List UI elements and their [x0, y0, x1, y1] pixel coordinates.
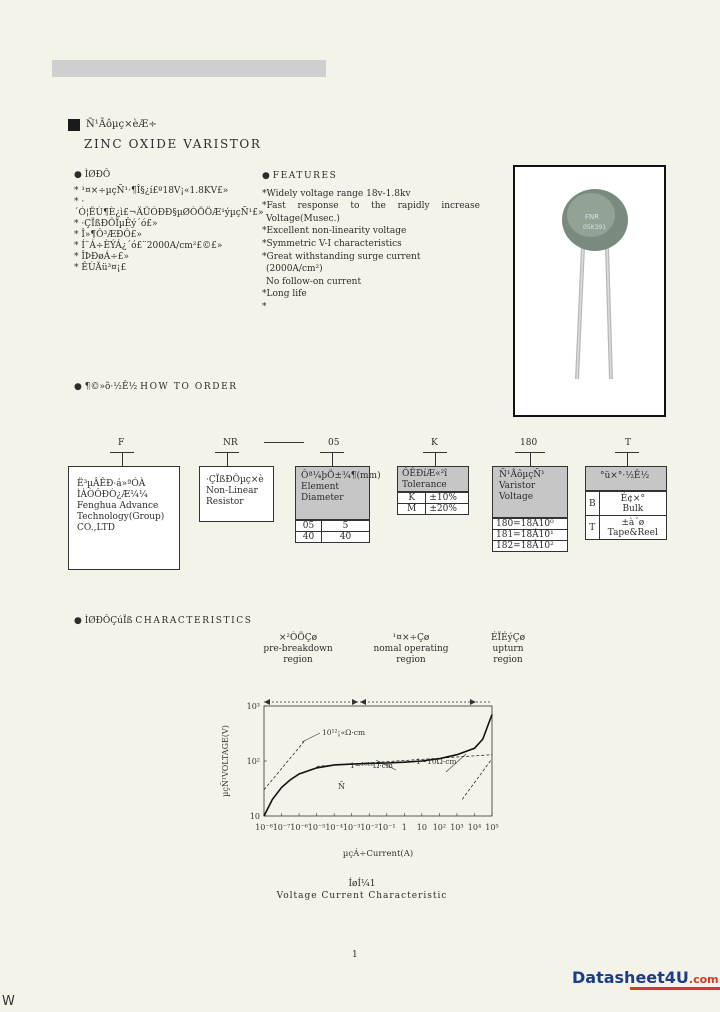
region-label: ×²ÒÖÇø pre-breakdown region	[263, 633, 333, 665]
features-en-line: No follow-on current	[266, 276, 362, 287]
features-cn-item: * Í¨Á÷ÈÝÁ¿´ó£¨2000A/cm²£©£»	[74, 241, 223, 251]
features-cn-item: * ÊÙÃü³¤¡£	[74, 263, 127, 273]
type-line: Resistor	[206, 497, 244, 507]
voltage-header	[492, 466, 568, 518]
features-en-line: Voltage(Musec.)	[266, 213, 340, 224]
company-line: Technology(Group)	[77, 512, 165, 522]
packaging-code: T	[586, 516, 600, 540]
curve-annotation: 1~10Ω·cm	[416, 757, 457, 766]
diameter-cn: Ôª¼þÖ±¾¶(mm)	[301, 471, 381, 481]
region-arrow-head	[360, 699, 366, 705]
features-cn-heading: ● ÌØÐÔ	[74, 170, 111, 180]
packaging-option: ±à´ø Tape&Reel	[599, 516, 666, 540]
title-square-icon	[68, 119, 80, 131]
x-tick-label: 1	[401, 823, 407, 832]
packaging-header	[585, 466, 667, 491]
x-tick-label: 10⁻⁴	[325, 823, 343, 832]
region-arrow-head	[352, 699, 358, 705]
code-connector	[627, 452, 628, 466]
tolerance-en: Tolerance	[402, 480, 447, 490]
curve-annotation: 1~¹⁰¹²Ω·cm	[350, 761, 393, 770]
annotation-leader	[302, 733, 320, 742]
watermark-underline	[630, 987, 720, 990]
packaging-box	[585, 466, 667, 540]
title-en: ZINC OXIDE VARISTOR	[84, 137, 262, 151]
packaging-code: B	[586, 492, 600, 516]
code-connector	[122, 452, 123, 466]
voltage-line: Voltage	[499, 492, 534, 502]
voltage-line: Varistor	[499, 481, 536, 491]
code-connector	[435, 452, 436, 466]
diameter-line: Element	[301, 482, 340, 492]
x-tick-label: 10⁻⁷	[272, 823, 291, 832]
figure-caption-en: Voltage Current Characteristic	[276, 891, 448, 901]
packaging-option: É¢×° Bulk	[599, 492, 666, 516]
features-en-line: *Long life	[262, 289, 307, 300]
tolerance-table: K ±10% M ±20%	[397, 492, 469, 515]
code-t: T	[625, 438, 632, 448]
region-label: ÉÏÉýÇø upturn region	[490, 633, 526, 665]
tolerance-box	[397, 466, 469, 515]
features-cn-item: * ¹¤×÷µçÑ¹·¶Î§¿í£º18V¡«1.8KV£»	[74, 186, 229, 196]
code-180: 180	[520, 438, 538, 448]
x-tick-label: 10⁻⁶	[290, 823, 308, 832]
curve-annotation: 10¹²¡«Ω·cm	[322, 728, 366, 737]
packaging-cn: °ü×°·½Ê½	[600, 471, 650, 481]
x-tick-label: 10³	[450, 823, 464, 832]
how-to-order-heading: ● ¶©»õ·½Ê½ HOW TO ORDER	[74, 382, 238, 392]
voltage-table: 180=18Á10⁰ 181=18Á10¹ 182=18Á10²	[492, 518, 568, 552]
code-05: 05	[328, 438, 340, 448]
varistor-image	[515, 167, 664, 415]
x-tick-label: 10	[416, 823, 427, 832]
x-tick-label: 10⁻³	[342, 823, 361, 832]
y-tick-label: 10²	[246, 757, 260, 766]
y-tick-label: 10³	[246, 702, 260, 711]
vi-characteristic-chart	[210, 690, 520, 860]
code-connector	[530, 452, 531, 466]
company-line: CO.,LTD	[77, 523, 115, 533]
voltage-cn: Ñ¹ÃôµçÑ¹	[499, 470, 545, 480]
x-tick-label: 10⁻¹	[377, 823, 396, 832]
features-en-line: (2000A/cm²)	[266, 264, 323, 275]
code-connector	[227, 452, 228, 466]
x-tick-label: 10⁻⁵	[307, 823, 326, 832]
x-tick-label: 10⁻²	[360, 823, 379, 832]
diameter-header	[295, 466, 381, 520]
features-en	[262, 170, 480, 314]
features-en-line: *	[262, 301, 267, 312]
figure-caption	[272, 878, 452, 902]
product-photo	[513, 165, 666, 417]
diameter-line: Diameter	[301, 493, 344, 503]
code-k: K	[431, 438, 438, 448]
company-line: ÌÀÒÔÐÒ¿Æ¼¼	[77, 490, 148, 500]
company-line: Ë³µÂÊÐ·á»ªÓÀ	[77, 479, 146, 489]
photo-label-bottom: 05K391	[583, 224, 607, 231]
voltage-box	[492, 466, 568, 552]
features-en-line: *Widely voltage range 18v-1.8kv	[262, 188, 411, 199]
features-cn-item: * Î»¶Ô³ÆÐÔ£»	[74, 230, 143, 240]
diameter-table: 05 5 40 40	[295, 520, 370, 543]
code-nr: NR	[223, 438, 238, 448]
features-en-line: *Excellent non-linearity voltage	[262, 226, 407, 237]
photo-label-top: FNR	[585, 213, 600, 221]
page-number: 1	[352, 950, 358, 960]
curve-region-label: Ñ	[338, 782, 345, 791]
region-label: ¹¤×÷Çø nomal operating region	[373, 633, 449, 665]
header-bar	[52, 60, 326, 77]
features-cn-item: * ·´Ó¦ËÙ¶È¿ì£¬ÄÜÓÐÐ§µØÒÖÖÆ¹ýµçÑ¹£»	[74, 197, 264, 218]
type-line: Non-Linear	[206, 486, 258, 496]
x-tick-label: 10⁴	[467, 823, 482, 832]
watermark-suffix: .com	[688, 973, 719, 986]
code-connector	[332, 452, 333, 466]
company-line: Fenghua Advance	[77, 501, 159, 511]
asymptote-line	[264, 741, 304, 790]
y-axis-label: µçÑ¹VOLTAGE(V)	[221, 725, 230, 797]
tolerance-header	[397, 466, 469, 492]
region-arrow-head	[264, 699, 270, 705]
watermark-brand: Datasheet4U	[572, 968, 689, 987]
company-box	[68, 466, 180, 570]
watermark-left-letter: W	[2, 994, 15, 1009]
region-arrow-head	[470, 699, 476, 705]
characteristics-heading: ● ÌØÐÔÇúÏß CHARACTERISTICS	[74, 616, 253, 626]
packaging-table	[585, 491, 667, 540]
asymptote-line	[317, 755, 492, 767]
x-tick-label: 10⁵	[485, 823, 499, 832]
x-tick-label: 10²	[432, 823, 447, 832]
x-tick-label: 10⁻⁸	[255, 823, 273, 832]
features-en-line: *Great withstanding surge current	[262, 251, 421, 262]
features-en-heading: ● FEATURES	[262, 171, 338, 181]
features-en-line: *Symmetric V-I characteristics	[262, 238, 402, 249]
type-box	[199, 466, 274, 522]
x-axis-label: µçÁ÷Current(A)	[342, 849, 414, 859]
tolerance-cn: ÔÊÐíÆ«²î	[402, 469, 448, 479]
asymptote-line	[462, 759, 492, 800]
code-f: F	[118, 438, 125, 448]
diameter-box	[295, 466, 381, 543]
type-cn: ·ÇÏßÐÔµç×è	[206, 475, 264, 485]
title-cn: Ñ¹Ãôµç×èÆ÷	[86, 119, 157, 130]
watermark-logo	[572, 968, 720, 990]
features-cn-item: * ÎÞÐøÁ÷£»	[74, 252, 129, 262]
features-cn-item: * ·ÇÏßÐÔÏµÊý´ó£»	[74, 219, 158, 229]
code-dash	[264, 442, 304, 443]
features-cn	[74, 170, 264, 274]
figure-caption-cn: ÍøÍ¼1	[348, 879, 376, 889]
y-tick-label: 10	[249, 812, 260, 821]
features-en-line: *Fast response to the rapidly increase	[262, 201, 480, 212]
